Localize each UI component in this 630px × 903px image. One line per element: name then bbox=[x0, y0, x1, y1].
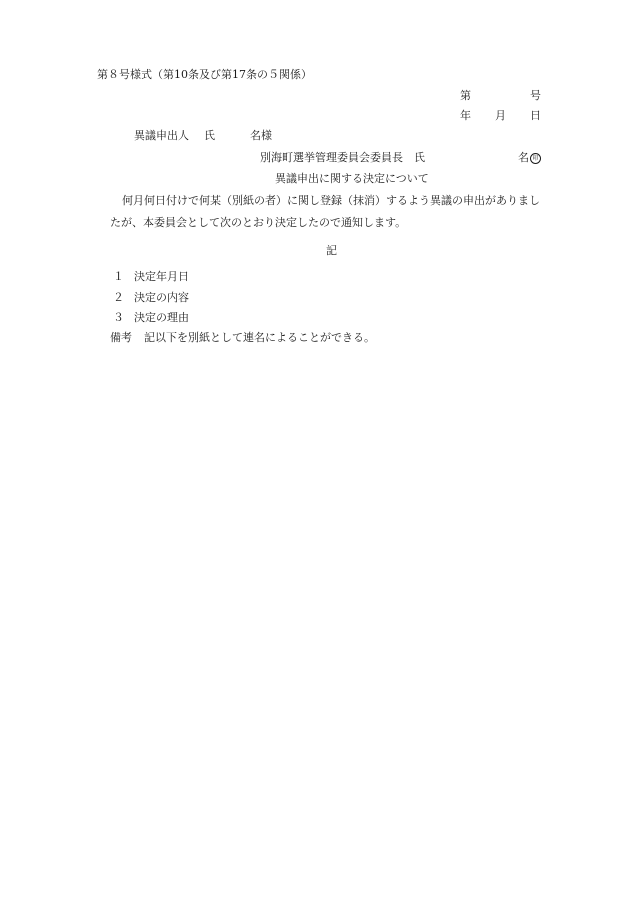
sender-name-text: 名 bbox=[518, 151, 529, 164]
item-text: 決定の理由 bbox=[134, 311, 189, 324]
sender-title: 別海町選挙管理委員会委員長 氏 bbox=[260, 151, 425, 164]
seal-mark: 印 bbox=[530, 153, 541, 164]
form-number-title: 第８号様式（第10条及び第17条の５関係） bbox=[97, 68, 312, 81]
list-item bbox=[113, 312, 189, 323]
date-year: 年 bbox=[460, 109, 471, 122]
item-number: １ bbox=[113, 270, 124, 283]
list-item bbox=[113, 292, 189, 303]
sender-name bbox=[518, 152, 541, 164]
date-month: 月 bbox=[495, 109, 506, 122]
doc-number-suffix: 号 bbox=[530, 89, 541, 102]
body-line-2: たが、本委員会として次のとおり決定したので通知します。 bbox=[110, 216, 407, 229]
item-text: 決定の内容 bbox=[134, 291, 189, 304]
remarks bbox=[110, 332, 375, 343]
addressee-shi: 氏 bbox=[204, 129, 215, 142]
item-number: ２ bbox=[113, 291, 124, 304]
ki-heading: 記 bbox=[326, 244, 337, 257]
list-item bbox=[113, 271, 189, 282]
date-day: 日 bbox=[530, 109, 541, 122]
body-line-1: 何月何日付けで何某（別紙の者）に関し登録（抹消）するよう異議の申出がありまし bbox=[122, 194, 540, 207]
addressee-name-sama: 名様 bbox=[250, 129, 272, 142]
addressee-role: 異議申出人 bbox=[134, 129, 189, 142]
doc-number-prefix: 第 bbox=[460, 89, 471, 102]
item-number: ３ bbox=[113, 311, 124, 324]
subject-title: 異議申出に関する決定について bbox=[275, 172, 429, 185]
item-text: 決定年月日 bbox=[134, 270, 189, 283]
remarks-text: 記以下を別紙として連名によることができる。 bbox=[144, 331, 375, 344]
remarks-label: 備考 bbox=[110, 331, 132, 344]
